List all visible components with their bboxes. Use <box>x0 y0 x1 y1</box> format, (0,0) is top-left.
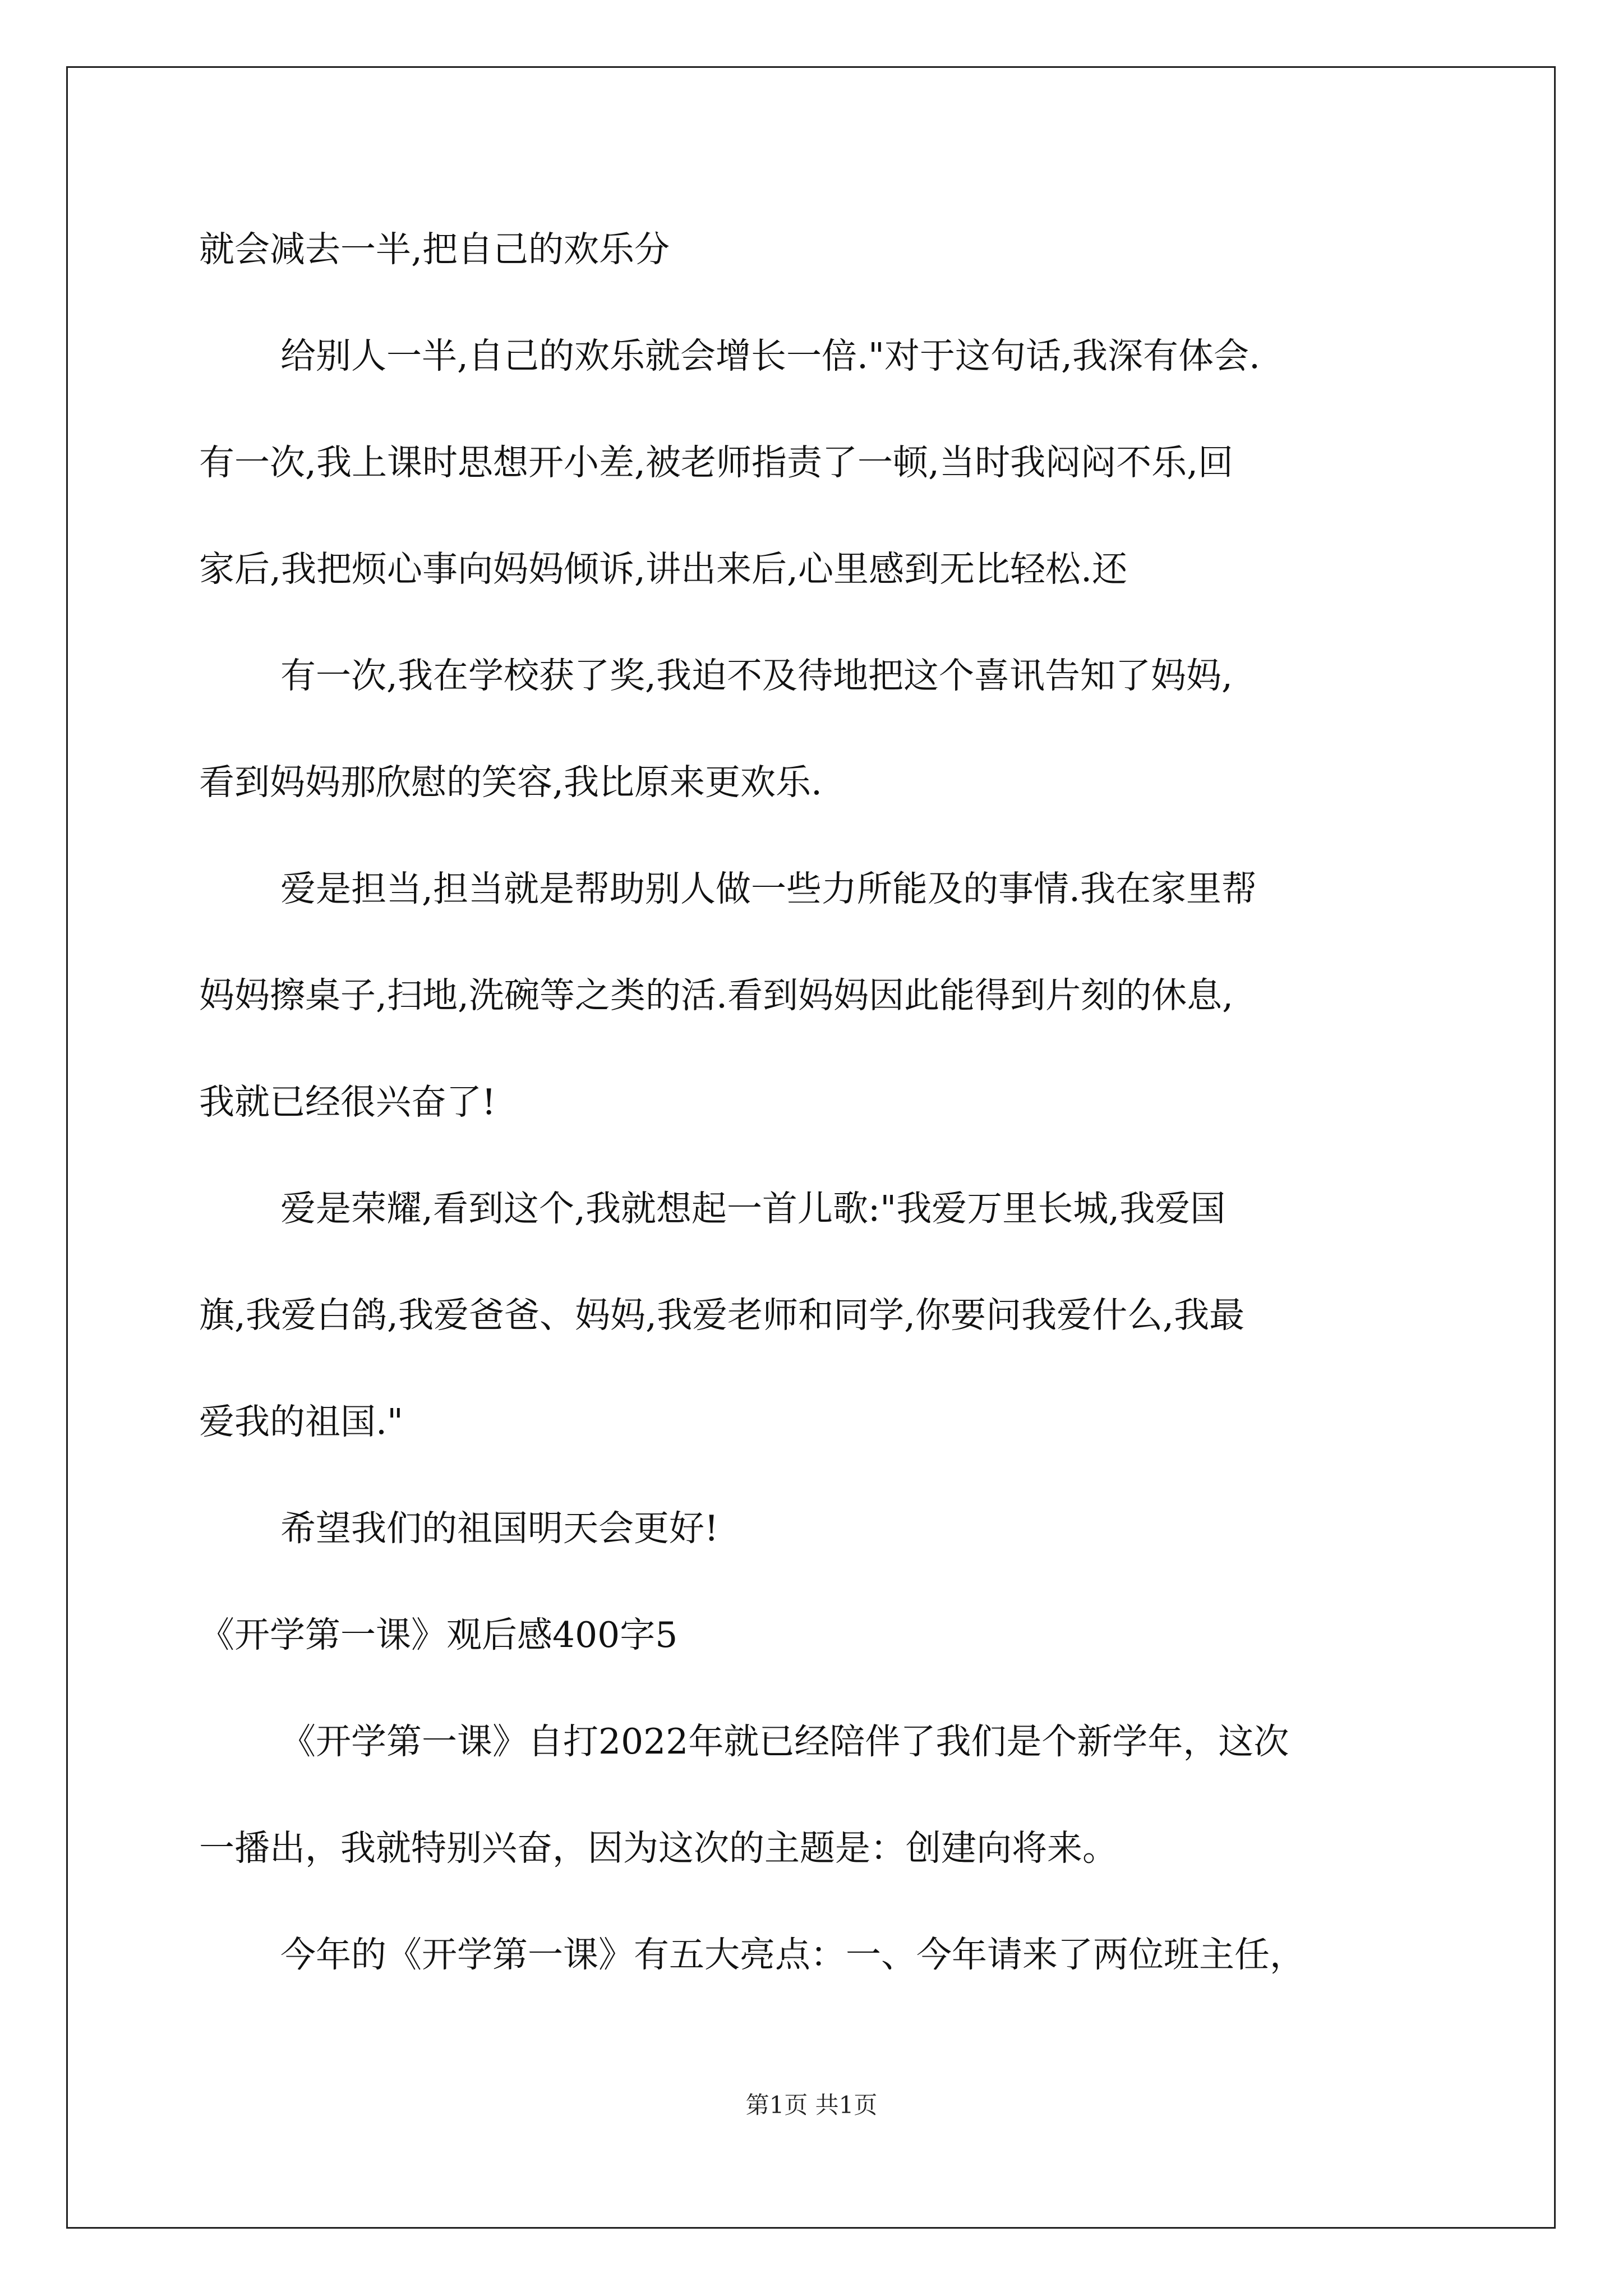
text-line: 我就已经很兴奋了! <box>199 1082 496 1122</box>
text-line: 爱我的祖国." <box>199 1401 404 1442</box>
text-line: 有一次,我上课时思想开小差,被老师指责了一顿,当时我闷闷不乐,回 <box>199 442 1234 483</box>
text-line: 今年的《开学第一课》有五大亮点：一、今年请来了两位班主任， <box>280 1934 1305 1975</box>
text-line: 给别人一半,自己的欢乐就会增长一倍."对于这句话,我深有体会. <box>280 335 1261 376</box>
text-line: 一播出，我就特别兴奋，因为这次的主题是：创建向将来。 <box>199 1828 1118 1869</box>
text-line: 爱是荣耀,看到这个,我就想起一首儿歌:"我爱万里长城,我爱国 <box>280 1188 1226 1229</box>
text-line: 家后,我把烦心事向妈妈倾诉,讲出来后,心里感到无比轻松.还 <box>199 549 1128 590</box>
page-border <box>66 66 1556 2229</box>
page-footer: 第1页 共1页 <box>745 2091 878 2119</box>
text-line: 爱是担当,担当就是帮助别人做一些力所能及的事情.我在家里帮 <box>280 868 1257 909</box>
text-line: 希望我们的祖国明天会更好! <box>280 1508 719 1549</box>
text-line: 看到妈妈那欣慰的笑容,我比原来更欢乐. <box>199 762 823 803</box>
text-line: 旗,我爱白鸽,我爱爸爸、妈妈,我爱老师和同学,你要问我爱什么,我最 <box>199 1295 1245 1336</box>
text-line: 妈妈擦桌子,扫地,洗碗等之类的活.看到妈妈因此能得到片刻的休息, <box>199 975 1234 1016</box>
text-line: 就会减去一半,把自己的欢乐分 <box>199 229 670 270</box>
text-line: 《开学第一课》自打2022年就已经陪伴了我们是个新学年，这次 <box>280 1721 1289 1762</box>
text-line: 有一次,我在学校获了奖,我迫不及待地把这个喜讯告知了妈妈, <box>280 655 1233 696</box>
section-heading: 《开学第一课》观后感400字5 <box>199 1614 678 1655</box>
